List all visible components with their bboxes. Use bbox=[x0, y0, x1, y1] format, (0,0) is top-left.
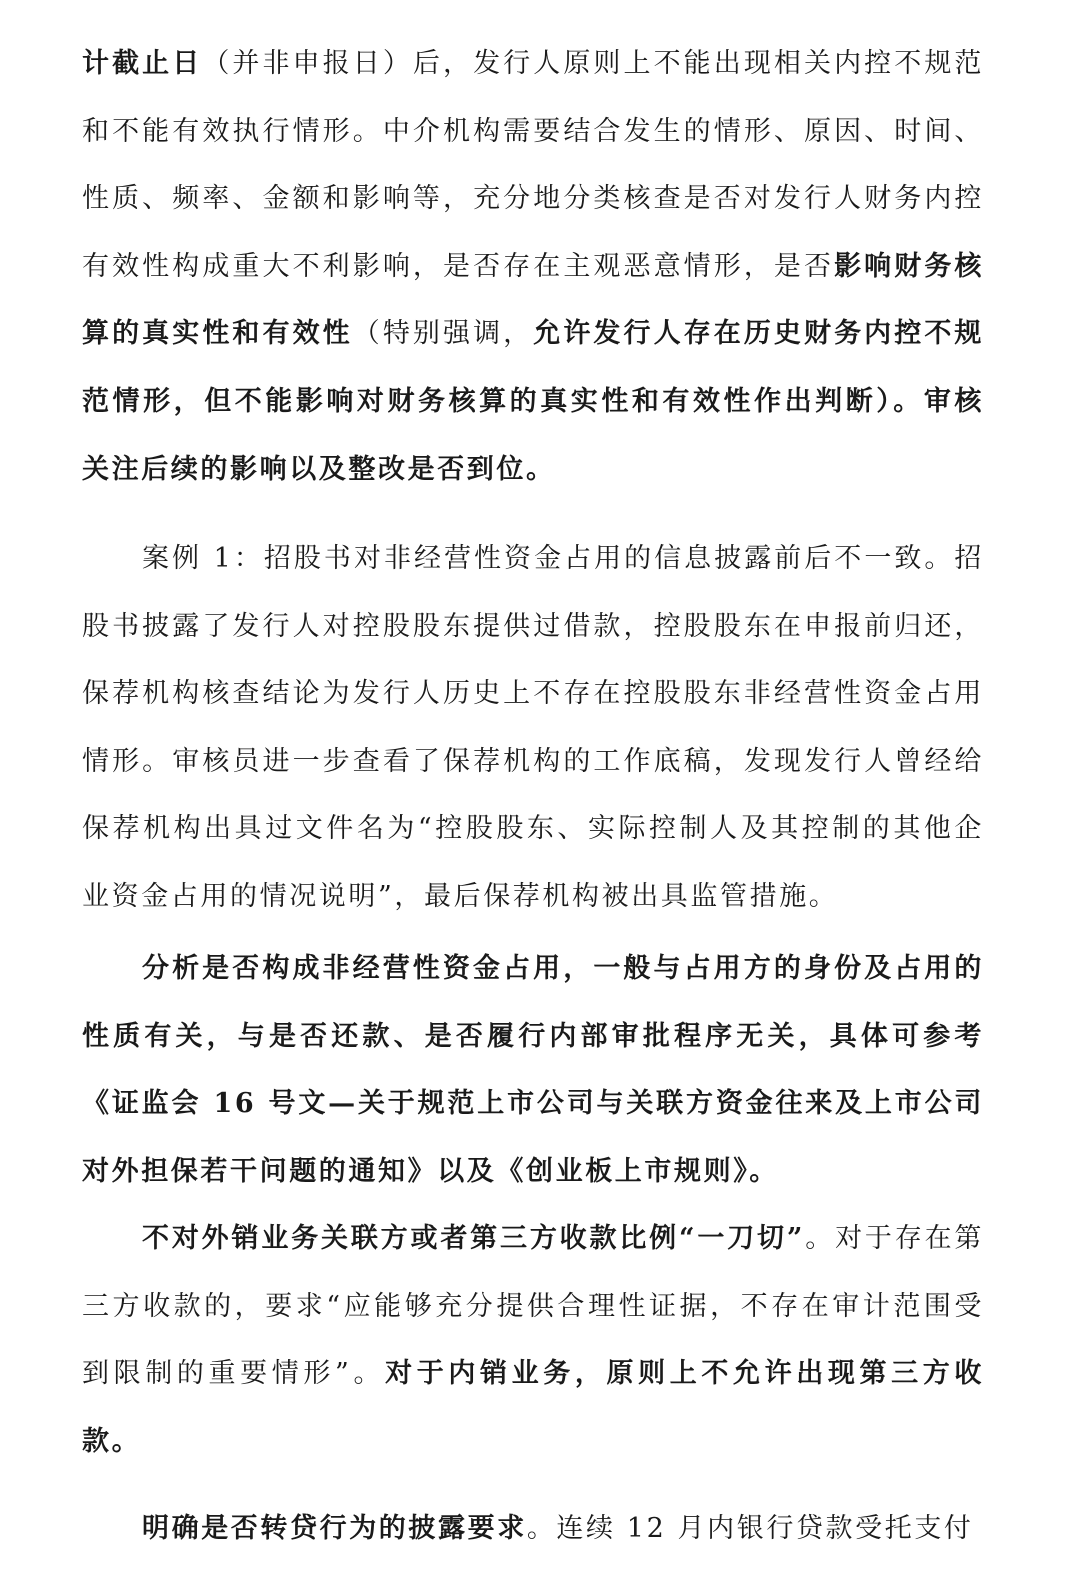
text-run: 影响财务核算的真实性和有效性 bbox=[82, 250, 985, 350]
paragraph-internal-control bbox=[82, 30, 984, 503]
text-run: （特别强调， bbox=[352, 318, 534, 350]
paragraph-fund-occupation-analysis bbox=[82, 935, 984, 1205]
text-run: （并非申报日）后，发行人原则上不能出现相关内控不规范和不能有效执行情形。中介机构需要结合发生的情形、原因、时间、性质、频率、金额和影响等，充分地分类核查是否对发行人财务内控有效性构成重大不利影响，是否存在主观恶意情形，是否 bbox=[82, 48, 984, 282]
text-run: 计截止日 bbox=[82, 48, 203, 79]
text-run: 对于内销业务，原则上不允许出现第三方收款。 bbox=[82, 1358, 984, 1457]
text-run: 。连续 12 月内银行贷款受托支付 bbox=[526, 1513, 974, 1544]
text-run: 不对外销业务关联方或者第三方收款比例“一刀切” bbox=[142, 1223, 805, 1254]
paragraph-loan-transfer bbox=[82, 1495, 984, 1563]
text-run: 。对于存在第三方收款的，要求“应能够充分提供合理性证据，不存在审计范围受到限制的重要情形”。 bbox=[82, 1223, 984, 1390]
text-run: 允许发行人存在历史财务内控不规范情形，但不能影响对财务核算的真实性和有效性作出判断）。审核关注后续的影响以及整改是否到位。 bbox=[82, 318, 985, 485]
text-run: 明确是否转贷行为的披露要求 bbox=[142, 1513, 527, 1544]
paragraph-third-party-payment bbox=[82, 1205, 984, 1475]
text-run: 案例 1：招股书对非经营性资金占用的信息披露前后不一致。招股书披露了发行人对控股股东提供过借款，控股股东在申报前归还，保荐机构核查结论为发行人历史上不存在控股股东非经营性资金占用情形。审核员进一步查看了保荐机构的工作底稿，发现发行人曾经给保荐机构出具过文件名为“控股股东、实际控制人及其控制的其他企业资金占用的情况说明”，最后保荐机构被出具监管措施。 bbox=[82, 543, 984, 912]
text-run: 分析是否构成非经营性资金占用，一般与占用方的身份及占用的性质有关，与是否还款、是否履行内部审批程序无关，具体可参考《证监会 16 号文—关于规范上市公司与关联方资金往来及上市公司对外担保若干问题的通知》以及《创业板上市规则》。 bbox=[82, 953, 984, 1187]
paragraph-case-1 bbox=[82, 525, 984, 931]
